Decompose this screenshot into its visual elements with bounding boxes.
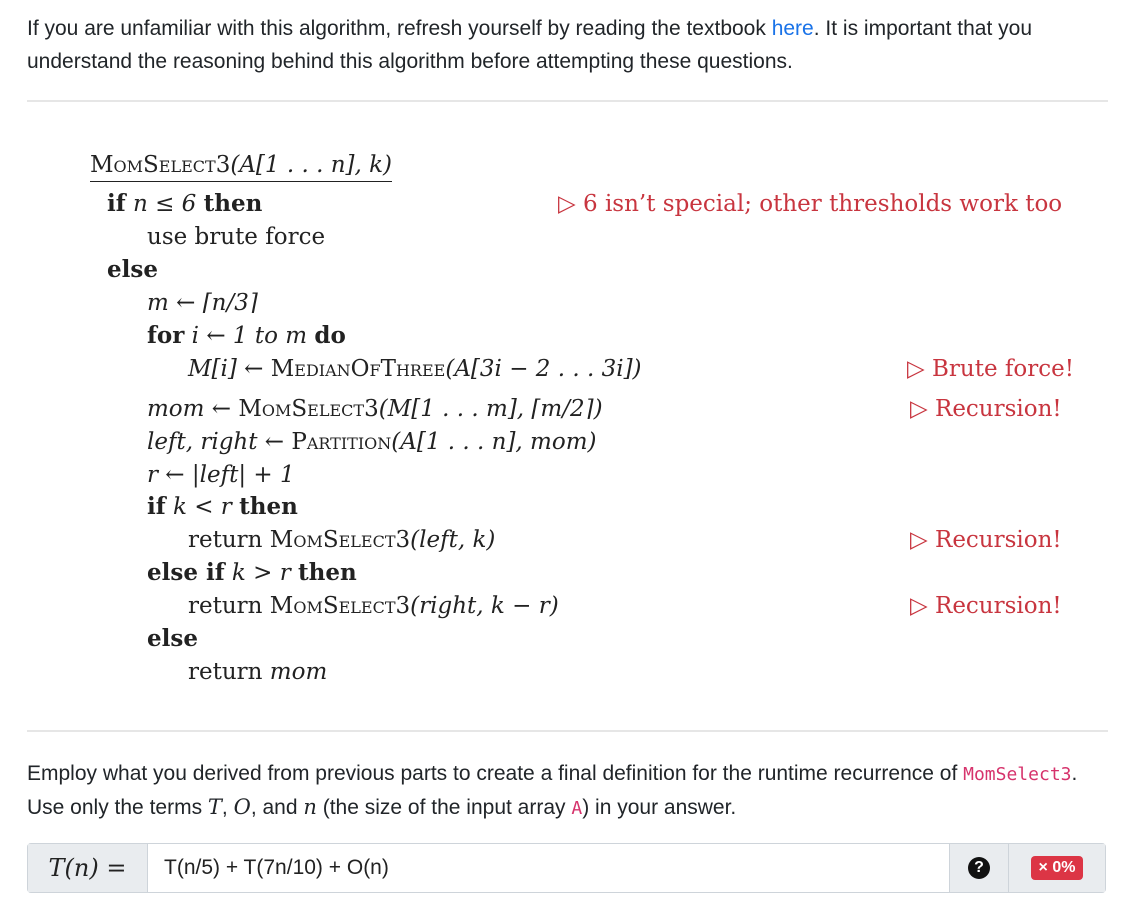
intro-text-before: If you are unfamiliar with this algorithm, refresh yourself by reading the textbook — [27, 17, 772, 40]
score-area — [1008, 844, 1105, 892]
score-badge: × 0% — [1031, 856, 1084, 880]
code-momselect3: MomSelect3 — [963, 764, 1072, 785]
line-else-if: else if k > r then — [147, 559, 357, 586]
algorithm-title: MomSelect3(A[1 . . . n], k) — [90, 151, 392, 182]
answer-input[interactable] — [148, 844, 949, 892]
line-return-right: return MomSelect3(right, k − r) — [188, 593, 559, 619]
line-median: M[i] ← MedianOfThree(A[3i − 2 . . . 3i]) — [188, 356, 642, 382]
line-else: else — [107, 256, 158, 283]
comment-recursion-3: ▷ Recursion! — [910, 593, 1062, 619]
answer-input-group — [27, 843, 1106, 893]
line-mom: mom ← MomSelect3(M[1 . . . m], ⌈m/2⌉) — [147, 396, 603, 422]
intro-text-after: . It is important that you understand the reasoning behind this algorithm before attempting these questions. — [27, 17, 1032, 73]
line-r-assign: r ← |left| + 1 — [147, 462, 295, 488]
line-return-mom: return mom — [188, 659, 328, 685]
question-mark-icon: ? — [968, 857, 990, 879]
comment-recursion-2: ▷ Recursion! — [910, 527, 1062, 553]
comment-brute-force: ▷ Brute force! — [907, 356, 1074, 382]
question-text: Employ what you derived from previous parts to create a final definition for the runtime recurrence of MomSelect3. Use only the terms T, O, and n (the size of the input array A) in your answer. — [27, 762, 1078, 819]
answer-prefix: T(n) = — [28, 844, 148, 892]
line-return-left: return MomSelect3(left, k) — [188, 527, 496, 553]
line-else-final: else — [147, 625, 198, 652]
comment-threshold: ▷ 6 isn’t special; other thresholds work too — [558, 191, 1063, 217]
line-m-assign: m ← ⌈n/3⌉ — [147, 290, 258, 316]
line-partition: left, right ← Partition(A[1 . . . n], mom) — [147, 429, 597, 455]
line-brute-force: use brute force — [147, 224, 326, 250]
line-for: for i ← 1 to m do — [147, 322, 346, 349]
comment-recursion-1: ▷ Recursion! — [910, 396, 1062, 422]
divider-bottom — [27, 730, 1108, 732]
line-if-k-lt-r: if k < r then — [147, 493, 298, 520]
code-a: A — [571, 798, 583, 819]
help-button[interactable] — [949, 844, 1008, 892]
line-if-base: if n ≤ 6 then — [107, 190, 263, 217]
textbook-link[interactable]: here — [771, 17, 814, 40]
